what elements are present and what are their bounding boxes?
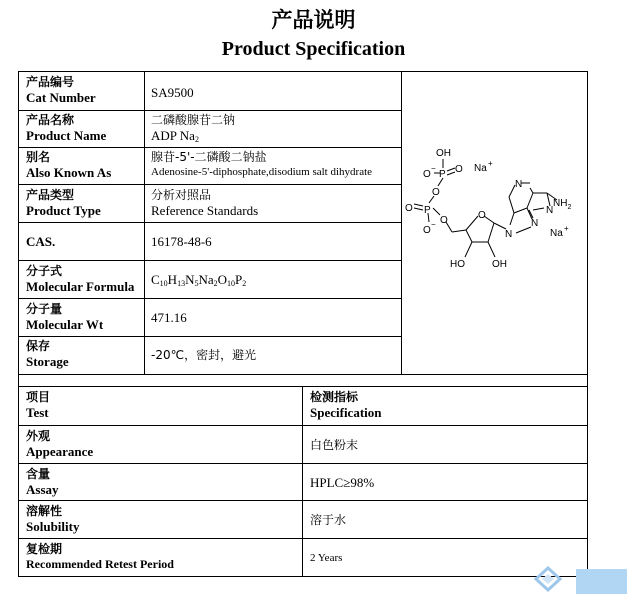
- formula-subscript: 5: [194, 279, 199, 288]
- struct-o-ring: O: [478, 210, 486, 221]
- spec-row-label-cn: 外观: [26, 429, 51, 443]
- struct-n1: N: [505, 229, 513, 240]
- spec-row-label-cn: 复检期: [26, 542, 63, 556]
- product-name-value-en: ADP $Na_2$: [151, 128, 199, 144]
- page-title-cn: 产品说明: [271, 8, 356, 32]
- table-divider: [18, 298, 401, 299]
- product-name-label: [26, 113, 106, 143]
- formula-element: C: [151, 272, 160, 287]
- cas-label-en: CAS.: [26, 234, 56, 249]
- table-divider: [18, 260, 401, 261]
- spec-row-label: [26, 429, 93, 459]
- product-type-value: [151, 188, 258, 218]
- struct-p-mid: P: [424, 205, 431, 216]
- storage-value: -20℃，密封，避光: [151, 348, 257, 362]
- storage-label: [26, 339, 69, 369]
- formula-label: [26, 264, 134, 294]
- struct-n3: N: [515, 179, 523, 190]
- spec-row-value: HPLC≥98%: [310, 475, 375, 490]
- also-known-label-en: Also Known As: [26, 165, 112, 180]
- spec-header-test-cn: 项目: [26, 390, 51, 404]
- spec-header-test: [26, 390, 50, 420]
- formula-element: Na: [198, 272, 214, 287]
- struct-o-minus-1: O: [423, 169, 431, 180]
- mol-wt-value: 471.16: [151, 310, 187, 325]
- table-divider: [18, 184, 401, 185]
- spec-header-spec: [310, 390, 382, 420]
- struct-o-link: O: [440, 215, 448, 226]
- struct-oh-top: OH: [436, 148, 451, 159]
- struct-minus-1: −: [431, 164, 436, 173]
- formula-label-cn: 分子式: [26, 264, 63, 278]
- storage-label-en: Storage: [26, 354, 69, 369]
- formula-element: H: [167, 272, 178, 287]
- struct-minus-2: −: [431, 220, 436, 229]
- table-divider: [18, 500, 588, 501]
- formula-subscript: 2: [213, 279, 218, 288]
- struct-oxo-top: O: [455, 164, 463, 175]
- spec-row-value: 溶于水: [310, 513, 347, 527]
- table-divider: [18, 336, 401, 337]
- product-name-value: [151, 113, 235, 143]
- table-divider: [18, 425, 588, 426]
- formula-element: P: [235, 272, 243, 287]
- formula-subscript: 2: [242, 279, 247, 288]
- also-known-value-en: Adenosine-5'-diphosphate,disodium salt dihydrate: [151, 166, 373, 178]
- spec-row-label: [26, 504, 79, 534]
- struct-plus-1: +: [488, 159, 493, 168]
- table-divider: [302, 386, 303, 577]
- struct-o-bridge: O: [432, 187, 440, 198]
- struct-nh2: $NH_2$: [553, 198, 572, 211]
- struct-na2: Na: [550, 228, 563, 239]
- struct-oh-right: OH: [492, 259, 507, 270]
- struct-na1: Na: [474, 163, 487, 174]
- mol-wt-label: [26, 302, 103, 332]
- watermark-logo-icon: [530, 566, 570, 592]
- cat-number-label-cn: 产品编号: [26, 75, 75, 89]
- product-type-value-en: Reference Standards: [151, 203, 259, 218]
- table-divider: [144, 71, 145, 375]
- table-divider: [18, 147, 401, 148]
- formula-subscript: 10: [159, 279, 168, 288]
- product-type-label-cn: 产品类型: [26, 188, 75, 202]
- product-name-label-en: Product Name: [26, 128, 107, 143]
- table-divider: [18, 222, 401, 223]
- spec-row-label-en: Recommended Retest Period: [26, 557, 174, 571]
- struct-n2: N: [531, 218, 539, 229]
- formula-element: N: [185, 272, 195, 287]
- formula-label-en: Molecular Formula: [26, 279, 135, 294]
- spec-row-label-cn: 溶解性: [26, 504, 63, 518]
- struct-n4: N: [546, 205, 554, 216]
- formula-subscript: 13: [177, 279, 186, 288]
- cat-number-label-en: Cat Number: [26, 90, 96, 105]
- product-type-label: [26, 188, 101, 218]
- mol-wt-label-en: Molecular Wt: [26, 317, 104, 332]
- struct-o-minus-2: O: [423, 225, 431, 236]
- table-divider: [18, 463, 588, 464]
- spec-row-value: 2 Years: [310, 552, 343, 564]
- mol-wt-label-cn: 分子量: [26, 302, 63, 316]
- formula-value: [151, 272, 246, 287]
- cat-number-value: SA9500: [151, 85, 194, 100]
- spec-header-test-en: Test: [26, 405, 49, 420]
- spec-row-label-en: Assay: [26, 482, 59, 497]
- also-known-value-cn: 腺苷-5'-二磷酸二钠盐: [151, 150, 267, 164]
- spec-header-spec-cn: 检测指标: [310, 390, 359, 404]
- table-divider: [18, 386, 588, 387]
- product-type-value-cn: 分析对照品: [151, 188, 212, 202]
- spec-header-spec-en: Specification: [310, 405, 382, 420]
- storage-label-cn: 保存: [26, 339, 51, 353]
- product-name-label-cn: 产品名称: [26, 113, 75, 127]
- also-known-label-cn: 别名: [26, 150, 51, 164]
- product-type-label-en: Product Type: [26, 203, 101, 218]
- also-known-value: [151, 150, 372, 180]
- spec-row-label: [26, 467, 59, 497]
- formula-element: O: [217, 272, 228, 287]
- struct-plus-2: +: [564, 224, 569, 233]
- corner-decoration: [576, 569, 627, 594]
- also-known-label: [26, 150, 111, 180]
- formula-subscript: 10: [227, 279, 236, 288]
- cat-number-label: [26, 75, 96, 105]
- page-title-en: Product Specification: [221, 38, 406, 60]
- spec-row-label-cn: 含量: [26, 467, 51, 481]
- struct-ho-left: HO: [450, 259, 465, 270]
- table-divider: [18, 538, 588, 539]
- spec-row-label: [26, 542, 174, 572]
- struct-p-top: P: [439, 169, 446, 180]
- spec-row-value: 白色粉末: [310, 438, 359, 452]
- cas-value: 16178-48-6: [151, 234, 212, 249]
- struct-oxo-mid: O: [405, 203, 413, 214]
- spec-row-label-en: Appearance: [26, 444, 94, 459]
- product-name-value-cn: 二磷酸腺苷二钠: [151, 113, 236, 127]
- chemical-structure: [402, 145, 588, 285]
- table-divider: [18, 110, 401, 111]
- spec-row-label-en: Solubility: [26, 519, 80, 534]
- cas-label: [26, 234, 55, 249]
